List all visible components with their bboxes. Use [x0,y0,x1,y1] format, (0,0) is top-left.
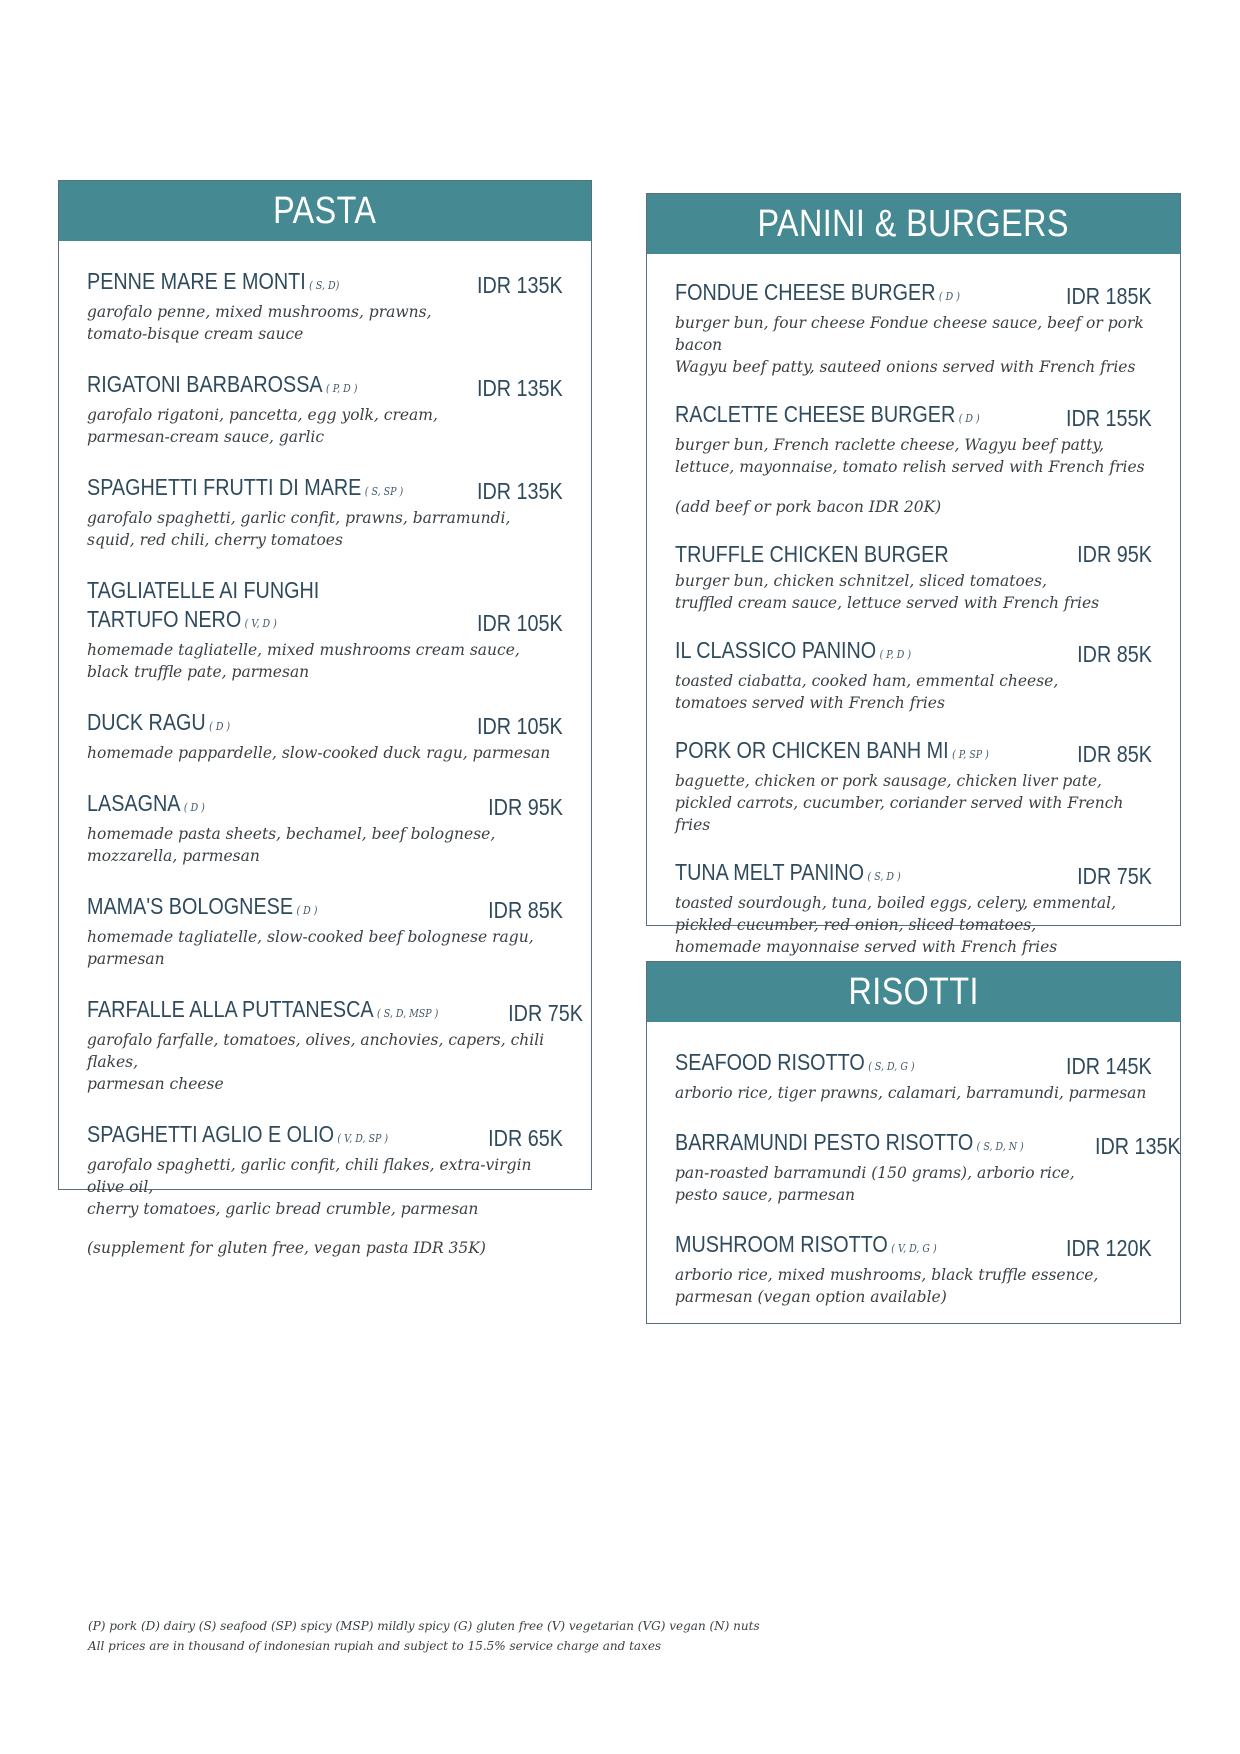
menu-item [675,540,1152,614]
item-name-text: TRUFFLE CHICKEN BURGER [675,541,949,567]
pasta-title: PASTA [273,189,377,232]
item-name-text: DUCK RAGU [87,709,206,735]
item-description: burger bun, four cheese Fondue cheese sauce, beef or pork bacon Wagyu beef patty, sauteed onions served with French fries [675,314,1144,376]
menu-item [87,576,563,683]
menu-item [87,892,563,970]
item-description: toasted sourdough, tuna, boiled eggs, celery, emmental, pickled cucumber, red onion, sliced tomatoes, homemade mayonnaise served with French fries [675,894,1117,956]
menu-item [675,1128,1181,1206]
item-name [675,1128,1024,1161]
section-note: (supplement for gluten free, vegan pasta IDR 35K) [87,1239,486,1257]
panini-items [647,254,1180,1000]
item-price: IDR 185K [1066,283,1152,309]
dietary-tag: ( S, D, G ) [868,1060,915,1073]
item-price: IDR 95K [488,794,563,820]
item-description: garofalo rigatoni, pancetta, egg yolk, cream, parmesan-cream sauce, garlic [87,406,438,446]
dietary-tag: ( V, D, SP ) [337,1132,389,1145]
item-name [675,636,911,669]
item-title-row [87,473,563,506]
item-title-row [675,1230,1152,1263]
item-name [87,995,438,1028]
item-name-text: MAMA'S BOLOGNESE [87,893,294,919]
dietary-tag: ( D ) [183,801,205,814]
item-description: arborio rice, mixed mushrooms, black truffle essence, parmesan (vegan option available) [675,1266,1099,1306]
item-name [87,708,230,741]
item-name [87,605,277,638]
dietary-tag: ( D ) [209,720,231,733]
item-description: garofalo spaghetti, garlic confit, chili flakes, extra-virgin olive oil, cherry tomatoes, garlic bread crumble, parmesan [87,1156,532,1218]
item-description: homemade tagliatelle, slow-cooked beef bolognese ragu, parmesan [87,928,534,968]
footer [88,1616,760,1656]
item-name [87,370,357,403]
item-title-row [675,1128,1181,1161]
item-price: IDR 120K [1066,1235,1152,1261]
item-name [675,1230,937,1263]
item-name-text: IL CLASSICO PANINO [675,637,877,663]
dietary-tag: ( V, D, G ) [891,1242,937,1255]
item-title-row [87,370,563,403]
menu-item [87,995,583,1095]
dietary-tag: ( D ) [938,290,960,303]
item-name-text: RACLETTE CHEESE BURGER [675,401,956,427]
risotti-header [647,962,1180,1022]
item-description: pan-roasted barramundi (150 grams), arborio rice, pesto sauce, parmesan [675,1164,1075,1204]
item-description: garofalo farfalle, tomatoes, olives, anchovies, capers, chili flakes, parmesan cheese [87,1031,545,1093]
item-name [675,540,949,569]
item-title-row [87,995,583,1028]
item-description: garofalo spaghetti, garlic confit, prawns, barramundi, squid, red chili, cherry tomatoes [87,509,511,549]
item-price: IDR 155K [1066,405,1152,431]
dietary-tag: ( V, D ) [244,617,277,630]
item-note: (add beef or pork bacon IDR 20K) [675,498,942,516]
item-title-row [675,736,1152,769]
menu-item [87,370,563,448]
item-name-text: LASAGNA [87,790,181,816]
item-title-row [87,267,563,300]
item-name-text: SPAGHETTI AGLIO E OLIO [87,1121,334,1147]
menu-item [87,789,563,867]
dietary-tag: ( S, D, MSP ) [377,1007,439,1020]
dietary-tag: ( S, D, N ) [976,1140,1024,1153]
item-name-text: SEAFOOD RISOTTO [675,1049,865,1075]
item-name-text: BARRAMUNDI PESTO RISOTTO [675,1129,974,1155]
risotti-section [646,961,1181,1324]
item-description: burger bun, French raclette cheese, Wagyu beef patty, lettuce, mayonnaise, tomato relish served with French fries [675,436,1145,476]
dietary-tag: ( S, SP ) [364,485,404,498]
panini-title: PANINI & BURGERS [757,202,1070,245]
dietary-tag: ( D ) [958,412,980,425]
item-name-text: SPAGHETTI FRUTTI DI MARE [87,474,362,500]
menu-item [675,736,1152,836]
item-description: homemade tagliatelle, mixed mushrooms cream sauce, black truffle pate, parmesan [87,641,520,681]
item-description: homemade pappardelle, slow-cooked duck ragu, parmesan [87,744,551,762]
item-name [675,736,989,769]
item-title-row [87,789,563,822]
dietary-tag: ( P, D ) [879,648,912,661]
item-description: garofalo penne, mixed mushrooms, prawns, tomato-bisque cream sauce [87,303,432,343]
item-price: IDR 135K [477,272,563,298]
item-price: IDR 135K [1094,1133,1181,1159]
item-price: IDR 85K [1077,641,1152,667]
item-title-row [675,400,1152,433]
item-name [87,892,317,925]
menu-item [87,473,563,551]
item-name-text: FONDUE CHEESE BURGER [675,279,936,305]
item-description: toasted ciabatta, cooked ham, emmental cheese, tomatoes served with French fries [675,672,1059,712]
dietary-tag: ( P, D ) [326,382,358,395]
item-price: IDR 135K [477,375,563,401]
footer-legend: (P) pork (D) dairy (S) seafood (SP) spicy (MSP) mildly spicy (G) gluten free (V) vegetarian (VG) vegan (N) nuts [88,1619,760,1633]
item-price: IDR 85K [488,897,563,923]
item-description: homemade pasta sheets, bechamel, beef bolognese, mozzarella, parmesan [87,825,496,865]
menu-item [675,278,1152,378]
item-title-row [675,278,1152,311]
dietary-tag: ( P, SP ) [952,748,989,761]
item-name [87,267,339,300]
item-name [675,400,980,433]
item-name-text: PENNE MARE E MONTI [87,268,306,294]
item-title-row [675,540,1152,569]
dietary-tag: ( D ) [296,904,318,917]
item-description: burger bun, chicken schnitzel, sliced tomatoes, truffled cream sauce, lettuce served with French fries [675,572,1100,612]
item-name [675,1048,915,1081]
menu-item [87,1120,563,1220]
item-title-row [675,1048,1152,1081]
item-name [675,858,901,891]
item-title-row [675,858,1152,891]
dietary-tag: ( S, D ) [867,870,901,883]
item-name [87,789,205,822]
item-title-row [675,636,1152,669]
item-title-row [87,892,563,925]
menu-item [675,858,1152,958]
item-price: IDR 85K [1077,741,1152,767]
menu-item [675,400,1152,478]
item-description: baguette, chicken or pork sausage, chicken liver pate, pickled carrots, cucumber, coriander served with French fries [675,772,1124,834]
item-name-text: TARTUFO NERO [87,606,242,632]
item-price: IDR 75K [507,1000,583,1026]
item-name-text: MUSHROOM RISOTTO [675,1231,888,1257]
pasta-items [59,241,591,1301]
item-price: IDR 65K [488,1125,563,1151]
panini-burgers-section [646,193,1181,956]
item-price: IDR 75K [1077,863,1152,889]
item-description: arborio rice, tiger prawns, calamari, barramundi, parmesan [675,1084,1147,1102]
footer-disclaimer: All prices are in thousand of indonesian rupiah and subject to 15.5% service charge and taxes [88,1639,662,1653]
risotti-items [647,1022,1180,1352]
item-name-line1: TAGLIATELLE AI FUNGHI [87,577,320,603]
pasta-header [59,181,591,241]
risotti-title: RISOTTI [848,970,979,1013]
item-price: IDR 95K [1077,541,1152,567]
item-title-row [87,708,563,741]
item-price: IDR 105K [477,610,563,636]
dietary-tag: ( S, D) [309,279,340,292]
item-name [87,1120,388,1153]
item-price: IDR 105K [477,713,563,739]
item-name-text: RIGATONI BARBAROSSA [87,371,323,397]
item-name-text: PORK OR CHICKEN BANH MI [675,737,949,763]
pasta-section [58,180,592,1257]
menu-item [675,1048,1152,1104]
menu-item [675,1230,1152,1308]
menu-item [87,708,563,764]
item-name-text: TUNA MELT PANINO [675,859,865,885]
item-price: IDR 135K [477,478,563,504]
item-name [87,473,403,506]
item-name [675,278,960,311]
item-title-row [87,1120,563,1153]
panini-header [647,194,1180,254]
menu-item [675,636,1152,714]
menu-item [87,267,563,345]
item-name-text: FARFALLE ALLA PUTTANESCA [87,996,374,1022]
item-title-row [87,605,563,638]
item-price: IDR 145K [1066,1053,1152,1079]
